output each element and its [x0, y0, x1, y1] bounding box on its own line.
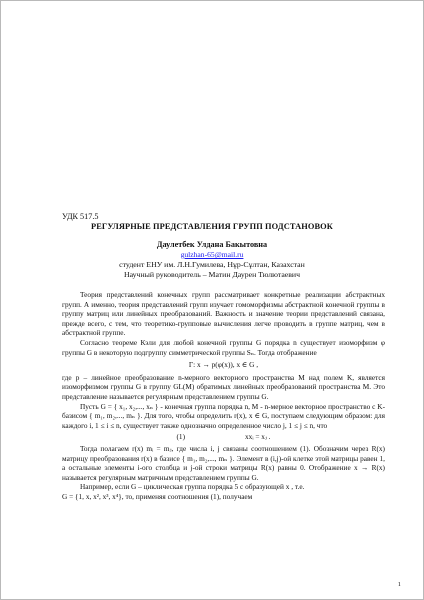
scientific-advisor: Научный руководитель – Матин Даурен Тюлютаевич — [123, 270, 301, 279]
udk-code: УДК 517.5 — [62, 212, 99, 221]
paragraph-definition: Пусть G = { x₁, x₂,..., xₙ } - конечная группа порядка n, M - n-мерное векторное пространство с K-базисом { m₁, m₂,..., mₙ }. Для того, чтобы определить r(x), x ∈ G, поступаем следующим образом: для каждого i, 1 ≤ i ≤ n, существует также однозначно определенное число j, 1 ≤ j ≤ n, что — [62, 401, 385, 430]
author-affiliation: студент ЕНУ им. Л.Н.Гумилева, Нұр-Сұлтан, Казахстан — [119, 260, 305, 269]
author-email-link[interactable]: gulzhan-65@mail.ru — [180, 250, 244, 259]
paragraph-example: Например, если G – циклическая группа порядка 5 с образующей x , т.е. — [80, 482, 305, 492]
equation-1 — [62, 432, 385, 442]
author-name: Даулетбек Улдана Бакытовна — [156, 240, 268, 249]
page-number: 1 — [397, 581, 401, 588]
equation-number: (1) — [176, 432, 186, 442]
paragraph-intro: Теория представлений конечных групп рассматривает конкретные реализации абстрактных групп. А именно, теория представлений групп изучает гомоморфизмы абстрактной конечной группы в группу матриц или линейных преобразований. Важность и значение теории представлений связана, прежде всего, с тем, что теоретико-групповые вычисления легче проводить в группе матриц, чем в абстрактной группе. — [62, 290, 385, 338]
paragraph-example-cont: G = {1, x, x², x³, x⁴}, то, применяя соотношения (1), получаем — [62, 491, 253, 501]
paragraph-regular-representation: где p – линейное преобразование n-мерного векторного пространства M над полем K, является изоморфизмом группы G в группу GL(M) обратимых линейных преобразований пространства M. Это представление называется регулярным представлением группы G. — [62, 372, 385, 401]
paper-title: РЕГУЛЯРНЫЕ ПРЕДСТАВЛЕНИЯ ГРУПП ПОДСТАНОВОК — [91, 222, 333, 231]
paper-body — [62, 290, 385, 501]
formula-mapping: Γ: x → p(φ(x)), x ∈ G , — [188, 360, 259, 370]
equation-formula: xxᵢ = xⱼ . — [245, 432, 271, 442]
paragraph-matrix: Тогда полагаем r(x) mᵢ = mⱼ, где числа i, j связаны соотношением (1). Обозначим через R(x) матрицу преобразования r(x) в базисе { m₁, m₂,..., mₙ }. Элемент в (i,j)-ой клетке этой матрицы равен 1, а остальные элементы i-ого столбца и j-ой строки матрицы R(x) равны 0. Отображение x → R(x) называется регулярным матричным представлением группы G. — [62, 443, 385, 482]
paragraph-cayley: Согласно теореме Кэли для любой конечной группы G порядка n существует изоморфизм φ группы G в некоторую подгруппу симметрической группы Sₙ. Тогда отображение — [62, 337, 385, 357]
